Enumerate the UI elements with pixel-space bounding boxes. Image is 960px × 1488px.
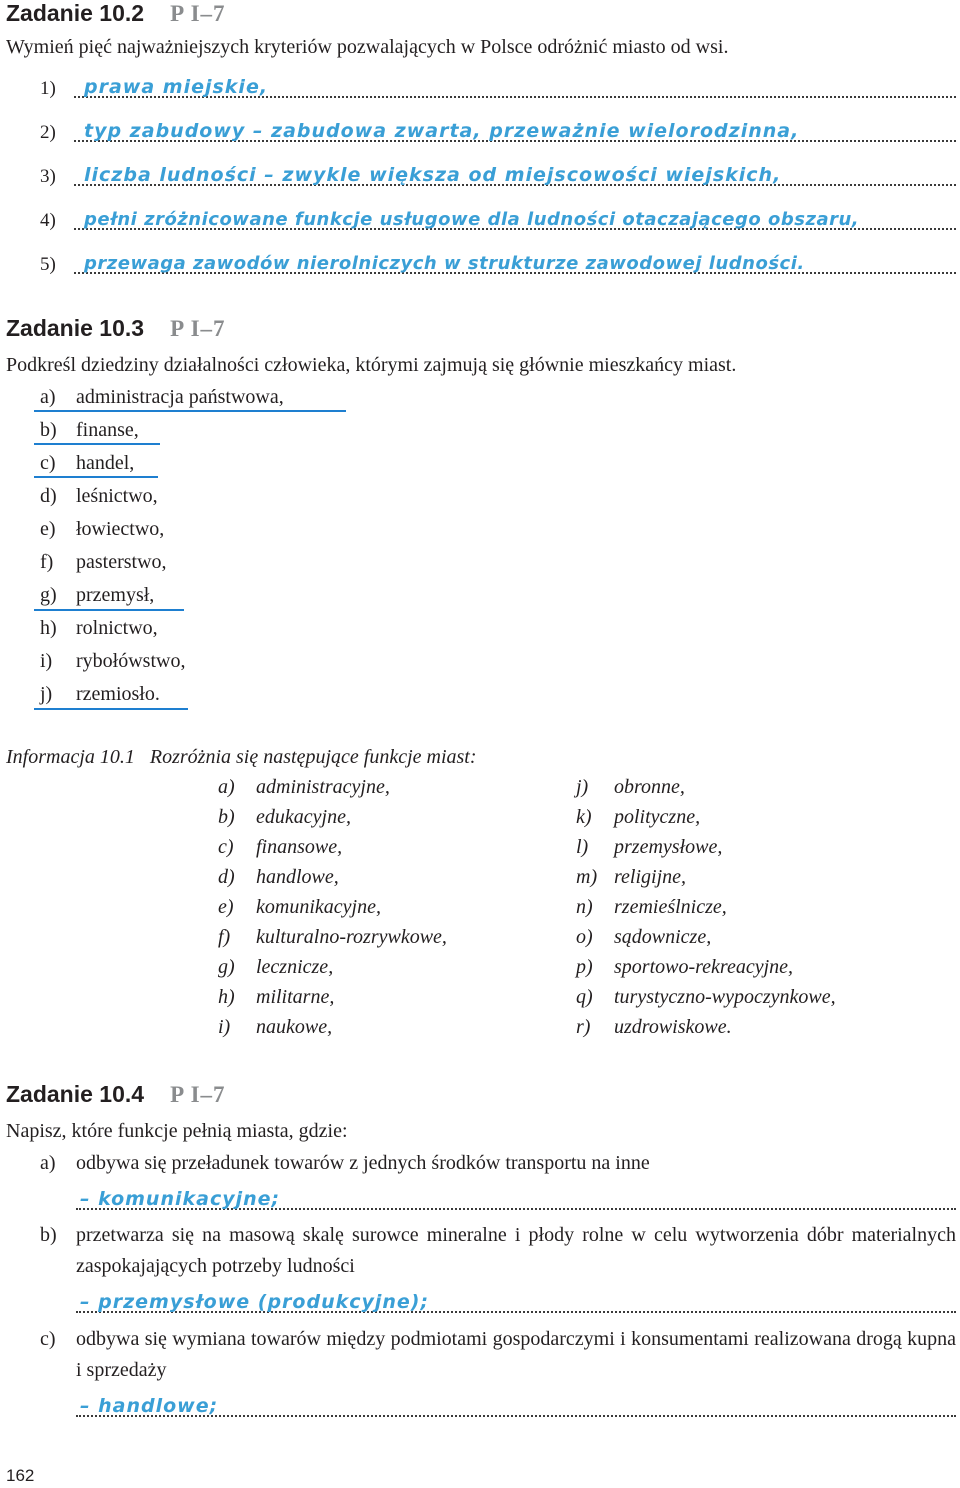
function-item: c) finansowe, [218, 836, 343, 858]
option-letter: i) [40, 650, 53, 672]
option-item[interactable] [40, 551, 167, 584]
option-text: pasterstwo, [76, 551, 167, 573]
option-item[interactable] [40, 419, 139, 452]
underline-mark [34, 609, 184, 611]
task-code: P I–7 [170, 1082, 226, 1107]
handwritten-answer: – handlowe; [80, 1395, 219, 1417]
function-item: g) lecznicze, [218, 956, 334, 978]
task-10-3-heading [6, 315, 226, 342]
handwritten-answer: – przemysłowe (produkcyjne); [80, 1291, 430, 1313]
answer-number: 4) [40, 210, 56, 231]
function-item: l) przemysłowe, [576, 836, 723, 858]
question-item [40, 1148, 956, 1179]
handwritten-answer: – komunikacyjne; [80, 1188, 281, 1210]
question-item [40, 1324, 956, 1386]
option-letter: a) [40, 386, 56, 408]
handwritten-answer: typ zabudowy – zabudowa zwarta, przeważnie wielorodzinna, [84, 120, 800, 142]
task-10-4-heading [6, 1081, 226, 1108]
option-letter: e) [40, 518, 56, 540]
answer-line[interactable] [40, 1184, 956, 1218]
function-item: h) militarne, [218, 986, 335, 1008]
underline-mark [34, 443, 160, 445]
task-title: Zadanie 10.4 [6, 1081, 145, 1107]
question-letter: b) [40, 1224, 57, 1246]
handwritten-answer: prawa miejskie, [84, 76, 269, 98]
function-item: n) rzemieślnicze, [576, 896, 727, 918]
option-text: rzemiosło. [76, 683, 160, 705]
question-item [40, 1220, 956, 1282]
answer-number: 3) [40, 166, 56, 187]
handwritten-answer: pełni zróżnicowane funkcje usługowe dla ludności otaczającego obszaru, [84, 209, 860, 230]
option-text: leśnictwo, [76, 485, 158, 507]
task-instruction: Napisz, które funkcje pełnią miasta, gdzie: [6, 1120, 348, 1142]
handwritten-answer: przewaga zawodów nierolniczych w strukturze zawodowej ludności. [84, 253, 805, 274]
option-text: handel, [76, 452, 135, 474]
function-item: p) sportowo-rekreacyjne, [576, 956, 794, 978]
option-letter: c) [40, 452, 56, 474]
option-item[interactable] [40, 650, 185, 683]
option-text: przemysł, [76, 584, 155, 606]
option-item[interactable] [40, 452, 134, 485]
option-item[interactable] [40, 485, 158, 518]
function-item: e) komunikacyjne, [218, 896, 381, 918]
info-intro: Rozróżnia się następujące funkcje miast: [149, 746, 477, 768]
answer-line[interactable] [40, 160, 956, 194]
option-text: łowiectwo, [76, 518, 165, 540]
option-item[interactable] [40, 683, 160, 716]
info-label: Informacja 10.1 [6, 746, 135, 768]
option-text: rybołówstwo, [76, 650, 186, 672]
task-10-2-heading [6, 0, 226, 27]
option-text: finanse, [76, 419, 139, 441]
answer-line[interactable] [40, 1287, 956, 1321]
function-item: q) turystyczno-wypoczynkowe, [576, 986, 836, 1008]
page-number: 162 [6, 1466, 35, 1485]
question-text: przetwarza się na masową skalę surowce mineralne i płody rolne w celu wytworzenia dóbr materialnych zaspokajających potrzeby ludności [76, 1224, 956, 1277]
option-letter: h) [40, 617, 57, 639]
function-item: r) uzdrowiskowe. [576, 1016, 732, 1038]
question-letter: a) [40, 1152, 56, 1174]
info-10-1-header [6, 746, 477, 769]
function-item: m) religijne, [576, 866, 687, 888]
function-item: d) handlowe, [218, 866, 339, 888]
option-text: rolnictwo, [76, 617, 158, 639]
answer-number: 1) [40, 78, 56, 99]
function-item: i) naukowe, [218, 1016, 333, 1038]
answer-number: 5) [40, 254, 56, 275]
function-item: b) edukacyjne, [218, 806, 351, 828]
task-code: P I–7 [170, 316, 226, 341]
option-letter: b) [40, 419, 57, 441]
question-text: odbywa się przeładunek towarów z jednych środków transportu na inne [76, 1152, 650, 1174]
function-item: o) sądownicze, [576, 926, 712, 948]
option-letter: g) [40, 584, 57, 606]
option-letter: j) [40, 683, 53, 705]
task-instruction: Wymień pięć najważniejszych kryteriów pozwalających w Polsce odróżnić miasto od wsi. [6, 36, 729, 58]
question-text: odbywa się wymiana towarów między podmiotami gospodarczymi i konsumentami realizowana drogą kupna i sprzedaży [76, 1328, 956, 1381]
underline-mark [34, 708, 188, 710]
option-item[interactable] [40, 584, 154, 617]
handwritten-answer: liczba ludności – zwykle większa od miejscowości wiejskich, [84, 164, 782, 186]
option-letter: d) [40, 485, 57, 507]
task-title: Zadanie 10.2 [6, 0, 145, 26]
task-instruction: Podkreśl dziedziny działalności człowieka, którymi zajmują się głównie mieszkańcy miast. [6, 354, 737, 376]
function-item: f) kulturalno-rozrywkowe, [218, 926, 447, 948]
underline-mark [34, 410, 346, 412]
question-letter: c) [40, 1328, 56, 1350]
underline-mark [34, 476, 158, 478]
answer-number: 2) [40, 122, 56, 143]
answer-line[interactable] [40, 72, 956, 106]
function-item: j) obronne, [576, 776, 685, 798]
answer-line[interactable] [40, 204, 956, 238]
function-item: a) administracyjne, [218, 776, 390, 798]
option-item[interactable] [40, 386, 284, 419]
answer-line[interactable] [40, 1391, 956, 1425]
option-item[interactable] [40, 518, 164, 551]
answer-line[interactable] [40, 116, 956, 150]
function-item: k) polityczne, [576, 806, 701, 828]
option-text: administracja państwowa, [76, 386, 284, 408]
task-title: Zadanie 10.3 [6, 315, 145, 341]
option-letter: f) [40, 551, 54, 573]
option-item[interactable] [40, 617, 158, 650]
task-code: P I–7 [170, 1, 226, 26]
answer-line[interactable] [40, 248, 956, 282]
